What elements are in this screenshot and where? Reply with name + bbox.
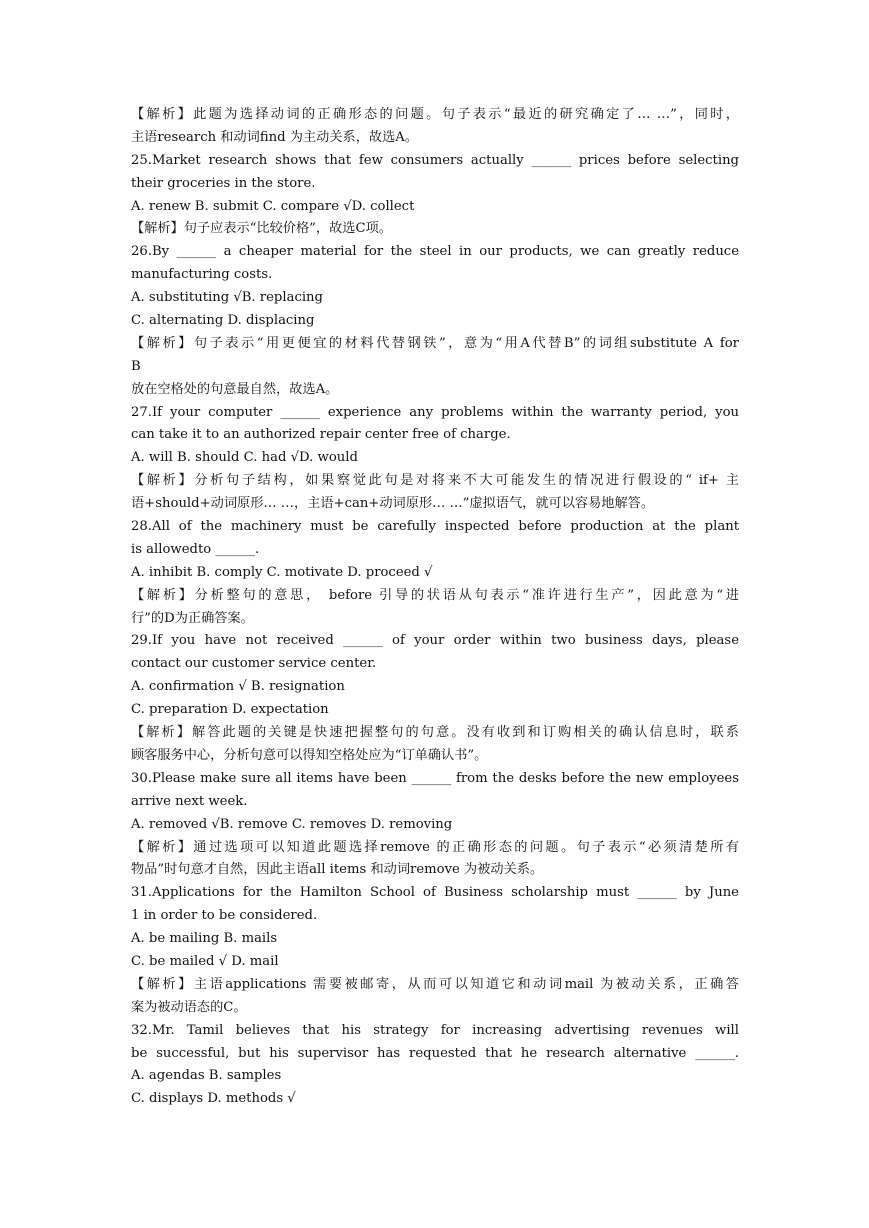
text-line: 【解析】解答此题的关键是快速把握整句的句意。没有收到和订购相关的确认信息时，联系	[131, 725, 739, 741]
document-page	[131, 104, 739, 1111]
text-line: arrive next week.	[131, 793, 248, 809]
text-line: 1 in order to be considered.	[131, 908, 318, 924]
text-line: A. substituting √B. replacing	[131, 290, 323, 306]
text-line: 【解析】句子表示“用更便宜的材料代替钢铁”，意为“用A代替B”的词组substitute A for	[131, 335, 739, 351]
text-line: can take it to an authorized repair center free of charge.	[131, 427, 511, 443]
text-line: C. preparation D. expectation	[131, 702, 329, 718]
text-line: B	[131, 358, 141, 374]
text-line: 【解析】分析句子结构，如果察觉此句是对将来不大可能发生的情况进行假设的“ if+ 主	[131, 473, 739, 489]
text-line: 案为被动语态的C。	[131, 999, 247, 1015]
text-line: be successful, but his supervisor has requested that he research alternative ______.	[131, 1045, 739, 1061]
text-line: 28.All of the machinery must be carefully inspected before production at the plant	[131, 519, 739, 535]
text-line: 【解析】此题为选择动词的正确形态的问题。句子表示“最近的研究确定了… …”，同时，	[131, 107, 739, 122]
text-line: 29.If you have not received ______ of your order within two business days, please	[131, 633, 739, 649]
text-line: A. will B. should C. had √D. would	[131, 450, 358, 466]
text-line: 【解析】分析整句的意思， before 引导的状语从句表示“准许进行生产”，因此意为“进	[131, 587, 739, 603]
text-line: C. be mailed √ D. mail	[131, 953, 279, 969]
text-line: A. agendas B. samples	[131, 1068, 282, 1084]
text-line: contact our customer service center.	[131, 656, 377, 672]
text-line: A. inhibit B. comply C. motivate D. proceed √	[131, 564, 433, 580]
text-line: 27.If your computer ______ experience any problems within the warranty period, you	[131, 404, 739, 420]
text-line: A. removed √B. remove C. removes D. removing	[131, 816, 453, 832]
text-line: 放在空格处的句意最自然，故选A。	[131, 381, 339, 397]
text-line: 【解析】通过选项可以知道此题选择remove 的正确形态的问题。句子表示“必须清楚所有	[131, 839, 739, 855]
text-line: 26.By ______ a cheaper material for the steel in our products, we can greatly reduce	[131, 244, 739, 260]
text-line: A. renew B. submit C. compare √D. collect	[131, 198, 415, 214]
text-line: manufacturing costs.	[131, 267, 273, 283]
text-line: 顾客服务中心，分析句意可以得知空格处应为“订单确认书”。	[131, 747, 488, 763]
text-line: 【解析】主语applications 需要被邮寄，从而可以知道它和动词mail 为被动关系，正确答	[131, 976, 739, 992]
text-line: 语+should+动词原形… …，主语+can+动词原形… …”虚拟语气，就可以容易地解答。	[131, 496, 655, 512]
text-line: C. alternating D. displacing	[131, 313, 315, 329]
text-line: is allowedto ______.	[131, 541, 260, 557]
text-line: 主语research 和动词find 为主动关系，故选A。	[131, 129, 418, 145]
text-line: 行”的D为正确答案。	[131, 610, 254, 626]
text-line: C. displays D. methods √	[131, 1091, 296, 1107]
text-line: A. confirmation √ B. resignation	[131, 679, 345, 695]
text-line: 物品”时句意才自然，因此主语all items 和动词remove 为被动关系。	[131, 862, 544, 878]
text-line: 31.Applications for the Hamilton School of Business scholarship must ______ by June	[131, 885, 739, 901]
text-line: A. be mailing B. mails	[131, 931, 278, 947]
text-line: 【解析】句子应表示“比较价格”，故选C项。	[131, 221, 392, 237]
text-line: 30.Please make sure all items have been ______ from the desks before the new employees	[131, 770, 739, 786]
text-line: 25.Market research shows that few consumers actually ______ prices before selecting	[131, 152, 739, 168]
text-line: their groceries in the store.	[131, 175, 316, 191]
text-line: 32.Mr. Tamil believes that his strategy for increasing advertising revenues will	[131, 1022, 739, 1038]
